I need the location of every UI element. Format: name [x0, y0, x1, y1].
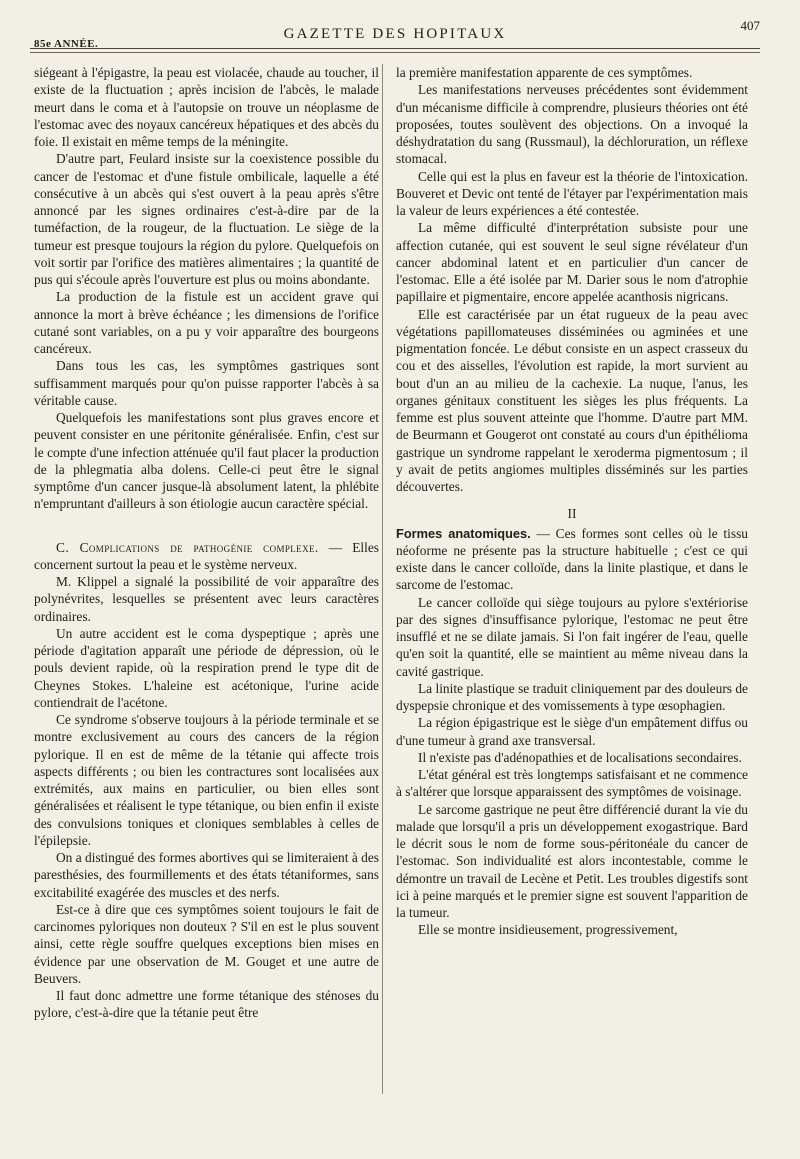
- section-title: Formes anatomiques.: [396, 525, 531, 541]
- paragraph: La production de la fistule est un accident grave qui annonce la mort à brève échéance ; les dimensions de l'orifice cutané sont variables, on a pu y voir apparaître des bourgeons cancéreux.: [34, 289, 379, 356]
- paragraph: On a distingué des formes abortives qui se limiteraient à des paresthésies, des fourmillements et des états tétaniformes, sans excitabilité exagérée des muscles et des nerfs.: [34, 850, 379, 900]
- section-lead-text: — Ces formes sont celles où le tissu néoforme ne présente pas la structure habituelle ; c'est ce qui existe dans le cancer colloïde, dans la linite plastique, et dans le sarcome de l'estomac.: [396, 525, 748, 593]
- paragraph: Ce syndrome s'observe toujours à la période terminale et se montre exclusivement au cours des cancers de la région pylorique. Il en est de même de la tétanie qui affecte trois aspects différents ; ou bien les contractures sont localisées aux extrémités, aux mains en particulier, ou bien elles sont généralisées et réalisent le type tétanique, ou bien enfin il existe des convulsions toniques et cloniques semblables à celles de l'épilepsie.: [34, 712, 379, 848]
- paragraph: Elle est caractérisée par un état rugueux de la peau avec végétations papillomateuses disséminées ou agminées et une pigmentation foncée. Le début consiste en un aspect crasseux du cou et des aisselles, l'évolution est rapide, la mort survient au bout d'un an au milieu de la cachexie. La nuque, l'anus, les organes génitaux constituent les sièges les plus fréquents. La femme est plus souvent atteinte que l'homme. D'autre part MM. de Beurmann et Gougerot ont constaté au cours d'un épithélioma gastrique un syndrome rappelant le xeroderma pigmentosum ; il y avait de petits angiomes multiples disséminés sur les parties découvertes.: [396, 306, 748, 494]
- left-column: [34, 64, 379, 1022]
- page-header: [30, 18, 760, 62]
- paragraph: La linite plastique se traduit cliniquement par des douleurs de dyspepsie chronique et des vomissements à type œsophagien.: [396, 680, 748, 713]
- column-divider: [382, 64, 383, 1094]
- right-column: [396, 64, 748, 939]
- section-paragraph: [396, 525, 748, 594]
- journal-title: GAZETTE DES HOPITAUX: [283, 26, 507, 42]
- paragraph: Il n'existe pas d'adénopathies et de localisations secondaires.: [418, 749, 742, 765]
- edition-label: 85e ANNÉE.: [34, 38, 99, 50]
- paragraph: D'autre part, Feulard insiste sur la coexistence possible du cancer de l'estomac et d'une fistule ombilicale, laquelle a été consécutive à un abcès qui s'est ouvert à la peau après s'être annoncé par les signes ordinaires c'est-à-dire par de la tuméfaction, de la rougeur, de la fluctuation. Le siège de la tumeur est presque toujours la région du pylore. Quelquefois on voit sortir par l'orifice des matières alimentaires ; la quantité de pus qui s'écoule après l'ouverture est plus ou moins abondante.: [34, 151, 379, 287]
- paragraph: Est-ce à dire que ces symptômes soient toujours le fait de carcinomes pyloriques non douteux ? S'il en est le plus souvent ainsi, cette règle souffre quelques exceptions bien mises en évidence par une observation de M. Gouget et une autre de Beuvers.: [34, 901, 379, 986]
- paragraph: Dans tous les cas, les symptômes gastriques sont suffisamment marqués pour qu'on puisse rapporter l'abcès à sa véritable cause.: [34, 358, 379, 408]
- page-number: 407: [740, 18, 760, 33]
- paragraph: Quelquefois les manifestations sont plus graves encore et peuvent consister en une péritonite généralisée. Enfin, c'est sur le compte d'une infection atténuée qu'il faut placer la production de la phlegmatia alba dolens. Celle-ci peut être le signal symptôme d'un cancer jusque-là absolument latent, la phlébite n'empruntant d'ailleurs à son étiologie aucun caractère spécial.: [34, 410, 379, 512]
- header-rule-thin: [30, 52, 760, 53]
- section-lead-text: — Elles concernent surtout la peau et le système nerveux.: [34, 539, 379, 572]
- section-paragraph: [34, 539, 379, 574]
- paragraph: Les manifestations nerveuses précédentes sont évidemment d'un mécanisme difficile à comprendre, plusieurs théories ont été proposées, toutes soulèvent des objections. On a invoqué la déshydratation du sang (Russmaul), la déchloruration, un réflexe stomacal.: [396, 82, 748, 167]
- paragraph: siégeant à l'épigastre, la peau est violacée, chaude au toucher, il existe de la fluctuation ; après incision de l'abcès, le malade meurt dans le coma et à l'autopsie on trouve un néoplasme de l'estomac avec des noyaux cancéreux hépatiques et des abcès du foie. Il existait en même temps de la méningite.: [34, 65, 379, 149]
- paragraph: Un autre accident est le coma dyspeptique ; après une période d'agitation apparaît une période de dépression, où le pouls devient rapide, où la respiration prend le type dit de Cheynes Stokes. L'haleine est acétonique, l'urine acide contiendrait de l'acétone.: [34, 625, 379, 710]
- paragraph: la première manifestation apparente de ces symptômes.: [396, 65, 693, 80]
- paragraph: Elle se montre insidieusement, progressivement,: [418, 922, 678, 938]
- section-heading: C. Complications de pathogénie complexe.: [56, 539, 319, 555]
- paragraph: Le cancer colloïde qui siège toujours au pylore s'extériorise par des signes d'insuffisance pylorique, l'estomac ne peut être insufflé et ne se dilate jamais. Si l'on fait ingérer de l'eau, quelle qu'en soit la quantité, elle se maintient au même niveau dans la cavité gastrique.: [396, 594, 748, 679]
- paragraph: L'état général est très longtemps satisfaisant et ne commence à s'altérer que lorsque apparaissent des symptômes de voisinage.: [396, 767, 748, 800]
- paragraph: La région épigastrique est le siège d'un empâtement diffus ou d'une tumeur à grand axe transversal.: [396, 715, 748, 748]
- paragraph: Il faut donc admettre une forme tétanique des sténoses du pylore, c'est-à-dire que la tétanie peut être: [34, 988, 379, 1021]
- paragraph: La même difficulté d'interprétation subsiste pour une affection cutanée, qui est souvent le seul signe révélateur d'un cancer abdominal latent et en particulier d'un cancer de l'estomac. Elle a été isolée par M. Darier sous le nom d'atrophie papillaire et pigmentaire, encore appelée acanthosis nigricans.: [396, 220, 748, 305]
- paragraph: Le sarcome gastrique ne peut être différencié durant la vie du malade que lorsqu'il a pris un développement exogastrique. Bard le décrit sous le nom de forme sous-péritonéale du cancer de l'estomac. Son individualité est alors incontestable, comme le démontre un travail de Lecène et Petit. Les troubles digestifs sont ici à peine marqués et le premier signe est souvent l'apparition de la tumeur.: [396, 801, 748, 920]
- paragraph: Celle qui est la plus en faveur est la théorie de l'intoxication. Bouveret et Devic ont tenté de l'étayer par l'expérimentation mais la valeur de leurs expériences a été contestée.: [396, 168, 748, 218]
- header-rule: [30, 48, 760, 49]
- paragraph: M. Klippel a signalé la possibilité de voir apparaître des polynévrites, lesquelles se présentent avec leurs caractères ordinaires.: [34, 574, 379, 624]
- section-number: II: [567, 506, 577, 522]
- spacer: [34, 513, 379, 539]
